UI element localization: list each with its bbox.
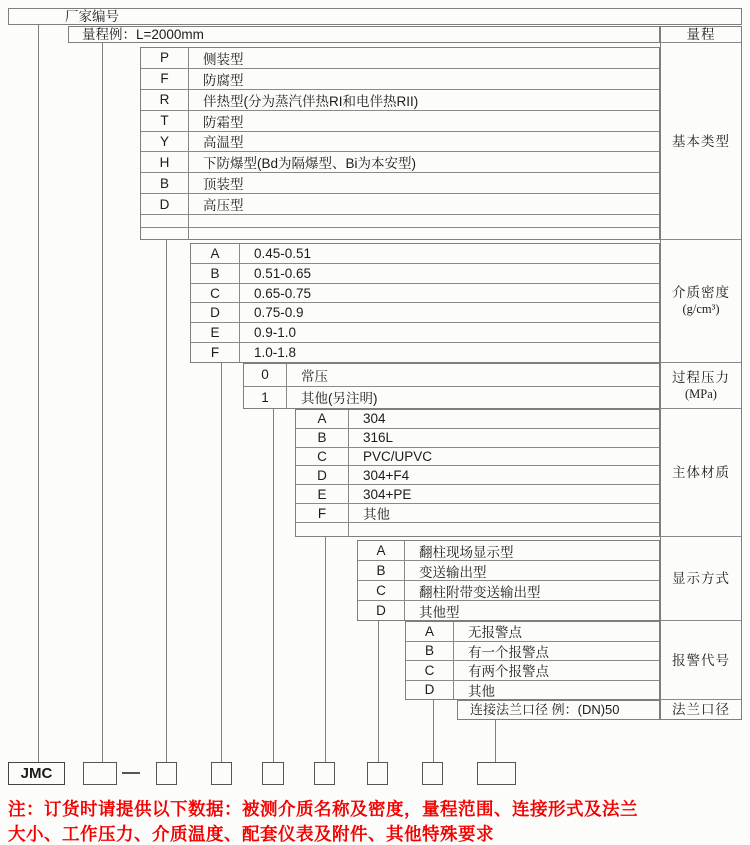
desc-cell: 翻柱现场显示型 (419, 544, 514, 560)
desc-cell: 下防爆型(Bd为隔爆型、Bi为本安型) (203, 156, 417, 172)
code-cell: E (191, 323, 240, 342)
table-row-empty (296, 523, 659, 536)
material-table (295, 409, 660, 537)
desc-cell: 防腐型 (203, 72, 244, 88)
connector-line (495, 720, 496, 762)
desc-cell: 侧装型 (203, 51, 244, 67)
label-pressure: 过程压力 (MPa) (661, 363, 741, 409)
code-cell: C (406, 661, 454, 680)
table-row (141, 132, 659, 153)
desc-cell (189, 228, 659, 239)
table-row (191, 264, 659, 284)
connector-line (378, 621, 379, 762)
code-cell: D (358, 601, 405, 620)
desc-cell: 304+PE (363, 486, 412, 502)
code-cell: R (141, 90, 189, 110)
code-cell: C (191, 284, 240, 303)
table-row-empty (141, 228, 659, 239)
code-cell: F (141, 69, 189, 89)
label-range: 量程 (661, 27, 741, 43)
desc-cell (189, 215, 659, 227)
order-code-box-pressure (262, 762, 284, 785)
code-cell: P (141, 48, 189, 68)
table-row (191, 343, 659, 362)
code-cell: F (191, 343, 240, 362)
connector-line (433, 700, 434, 762)
desc-cell: 316L (363, 430, 394, 446)
desc-cell: 顶装型 (203, 177, 244, 193)
code-cell: B (358, 561, 405, 580)
table-row (296, 410, 659, 429)
table-row (358, 541, 659, 561)
flange-size-row (457, 700, 660, 720)
table-row (358, 561, 659, 581)
code-cell: D (191, 303, 240, 322)
label-display-mode: 显示方式 (661, 537, 741, 621)
order-code-box-display-mode (367, 762, 388, 785)
order-code-box-material (314, 762, 335, 785)
density-table (190, 243, 660, 363)
code-cell: C (358, 581, 405, 600)
desc-cell: 有一个报警点 (468, 644, 549, 660)
desc-cell: 其他(另注明) (301, 391, 378, 407)
desc-cell: 伴热型(分为蒸汽伴热RI和电伴热RII) (203, 93, 419, 109)
connector-line (38, 25, 39, 762)
connector-line (221, 363, 222, 762)
desc-cell: 其他 (468, 683, 495, 699)
code-cell: B (406, 642, 454, 661)
code-cell: D (296, 466, 349, 484)
desc-cell: PVC/UPVC (363, 449, 433, 465)
label-basic-type: 基本类型 (661, 43, 741, 240)
desc-cell: 其他型 (419, 604, 460, 620)
desc-cell: 有两个报警点 (468, 664, 549, 680)
desc-cell: 0.45-0.51 (254, 245, 312, 261)
table-row (141, 173, 659, 194)
connector-line (273, 409, 274, 762)
order-note (8, 797, 748, 845)
order-code-box-flange (477, 762, 516, 785)
connector-line (102, 43, 103, 762)
order-code-box-density (211, 762, 232, 785)
code-cell: A (406, 622, 454, 641)
code-cell: A (191, 244, 240, 263)
label-material: 主体材质 (661, 409, 741, 537)
table-row (141, 48, 659, 69)
order-note-line1: 注：订货时请提供以下数据：被测介质名称及密度，量程范围、连接形式及法兰 (8, 799, 638, 819)
table-row (296, 466, 659, 485)
order-code-box-basic-type (156, 762, 177, 785)
table-row (406, 661, 659, 681)
table-row (296, 429, 659, 448)
display-mode-table (357, 540, 660, 621)
desc-cell: 无报警点 (468, 625, 522, 641)
desc-cell: 0.75-0.9 (254, 305, 304, 321)
model-prefix-box: JMC (8, 762, 65, 785)
code-cell: C (296, 448, 349, 466)
table-row (358, 581, 659, 601)
desc-cell: 翻柱附带变送输出型 (419, 584, 541, 600)
order-code-box-alarm (422, 762, 443, 785)
table-row-empty (141, 215, 659, 228)
desc-cell: 防霜型 (203, 114, 244, 130)
range-example-box (68, 26, 660, 43)
pressure-table (243, 363, 660, 409)
code-cell: 0 (244, 364, 287, 386)
desc-cell: 0.51-0.65 (254, 265, 312, 281)
table-row (296, 485, 659, 504)
table-row (244, 387, 659, 409)
connector-line (166, 240, 167, 762)
category-label-column (660, 26, 742, 720)
table-row (191, 244, 659, 264)
code-cell: 1 (244, 387, 287, 409)
label-flange: 法兰口径 (672, 702, 730, 717)
code-cell (296, 523, 349, 536)
flange-size-example: 连接法兰口径 例：(DN)50 (470, 702, 620, 717)
connector-line (325, 537, 326, 762)
label-density: 介质密度 (g/cm³) (661, 240, 741, 363)
desc-cell (349, 523, 659, 536)
desc-cell: 高压型 (203, 198, 244, 214)
code-cell (141, 215, 189, 227)
basic-type-table (140, 47, 660, 240)
range-example-label: 量程例：L=2000mm (82, 27, 204, 42)
table-row (406, 622, 659, 642)
table-row (141, 152, 659, 173)
manufacturer-number-label: 厂家编号 (65, 9, 119, 24)
code-cell: D (406, 681, 454, 700)
code-cell: Y (141, 132, 189, 152)
code-cell: E (296, 485, 349, 503)
table-row (406, 681, 659, 700)
code-cell: H (141, 152, 189, 172)
desc-cell: 304 (363, 411, 386, 427)
desc-cell: 高温型 (203, 135, 244, 151)
table-row (358, 601, 659, 620)
code-cell (141, 228, 189, 239)
desc-cell: 304+F4 (363, 467, 410, 483)
table-row (296, 504, 659, 523)
desc-cell: 其他 (363, 507, 390, 522)
alarm-table (405, 621, 660, 700)
table-row (141, 111, 659, 132)
code-cell: B (191, 264, 240, 283)
desc-cell: 0.9-1.0 (254, 325, 297, 341)
table-row (191, 303, 659, 323)
table-row (141, 90, 659, 111)
code-cell: B (296, 429, 349, 447)
code-cell: A (358, 541, 405, 560)
desc-cell: 0.65-0.75 (254, 285, 312, 301)
separator-dash (122, 772, 140, 774)
code-cell: T (141, 111, 189, 131)
code-cell: D (141, 194, 189, 214)
code-cell: F (296, 504, 349, 522)
desc-cell: 变送输出型 (419, 564, 487, 580)
table-row (244, 364, 659, 387)
desc-cell: 1.0-1.8 (254, 345, 297, 361)
table-row (191, 284, 659, 304)
table-row (141, 69, 659, 90)
code-cell: B (141, 173, 189, 193)
desc-cell: 常压 (301, 368, 328, 384)
code-cell: A (296, 410, 349, 428)
order-note-line2: 大小、工作压力、介质温度、配套仪表及附件、其他特殊要求 (8, 824, 494, 844)
table-row (191, 323, 659, 343)
order-code-box-range (83, 762, 117, 785)
table-row (296, 448, 659, 467)
manufacturer-number-box (8, 8, 742, 25)
label-alarm: 报警代号 (661, 621, 741, 700)
table-row (141, 194, 659, 215)
table-row (406, 642, 659, 662)
